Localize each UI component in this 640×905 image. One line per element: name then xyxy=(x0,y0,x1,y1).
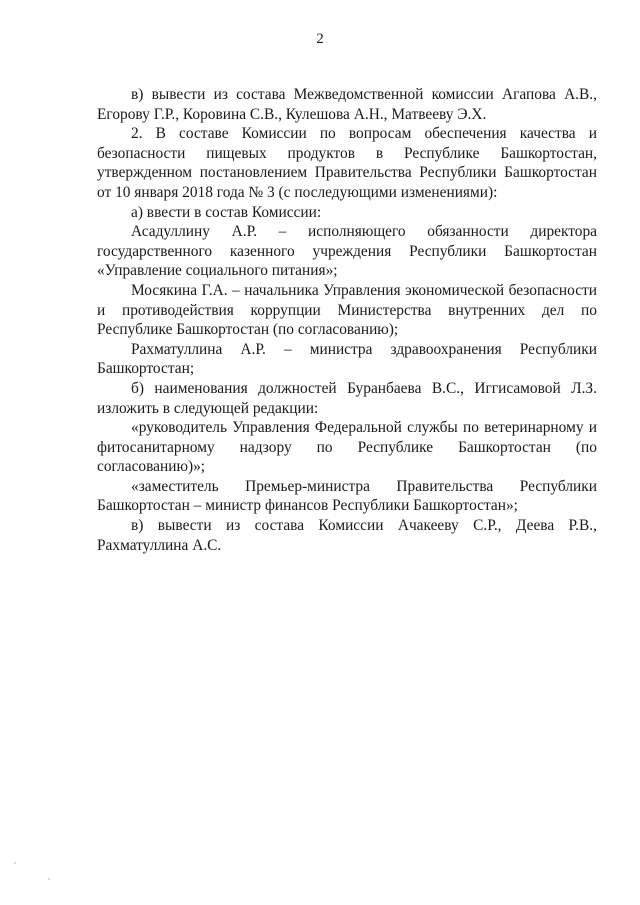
paragraph-section-2: 2. В составе Комиссии по вопросам обеспечения качества и безопасности пищевых продуктов в Республике Башкортостан, утвержденном постановлением Правительства Республики Башкортостан от 10 января 2018 года № 3 (с последующими изменениями): xyxy=(97,125,597,201)
paragraph-member-asadullina: Асадуллину А.Р. – исполняющего обязанности директора государственного казенного учреждения Республики Башкортостан «Управление социального питания»; xyxy=(97,223,597,280)
paragraph-remove-interdepartmental: в) вывести из состава Межведомственной комиссии Агапова А.В., Егорову Г.Р., Коровина С.В., Кулешова А.Н., Матвееву Э.Х. xyxy=(97,86,597,123)
page-number: 2 xyxy=(316,31,324,47)
document-body xyxy=(97,85,597,555)
paragraph-position-veterinary: «руководитель Управления Федеральной службы по ветеринарному и фитосанитарному надзору по Республике Башкортостан (по согласованию)»; xyxy=(97,419,597,476)
scan-artifact xyxy=(48,878,50,880)
paragraph-position-deputy-premier: «заместитель Премьер-министра Правительства Республики Башкортостан – министр финансов Республики Башкортостан»; xyxy=(97,477,597,515)
paragraph-member-rakhmatullin: Рахматуллина А.Р. – министра здравоохранения Республики Башкортостан; xyxy=(97,340,597,378)
paragraph-add-to-commission: а) ввести в состав Комиссии: xyxy=(131,203,322,221)
scan-artifact xyxy=(14,862,16,864)
paragraph-member-mosyakin: Мосякина Г.А. – начальника Управления экономической безопасности и противодействия коррупции Министерства внутренних дел по Республике Башкортостан (по согласованию); xyxy=(97,281,597,339)
paragraph-rename-positions: б) наименования должностей Буранбаева В.С., Иггисамовой Л.З. изложить в следующей редакции: xyxy=(97,379,597,417)
paragraph-remove-from-commission: в) вывести из состава Комиссии Ачакееву С.Р., Деева Р.В., Рахматуллина А.С. xyxy=(97,517,597,554)
